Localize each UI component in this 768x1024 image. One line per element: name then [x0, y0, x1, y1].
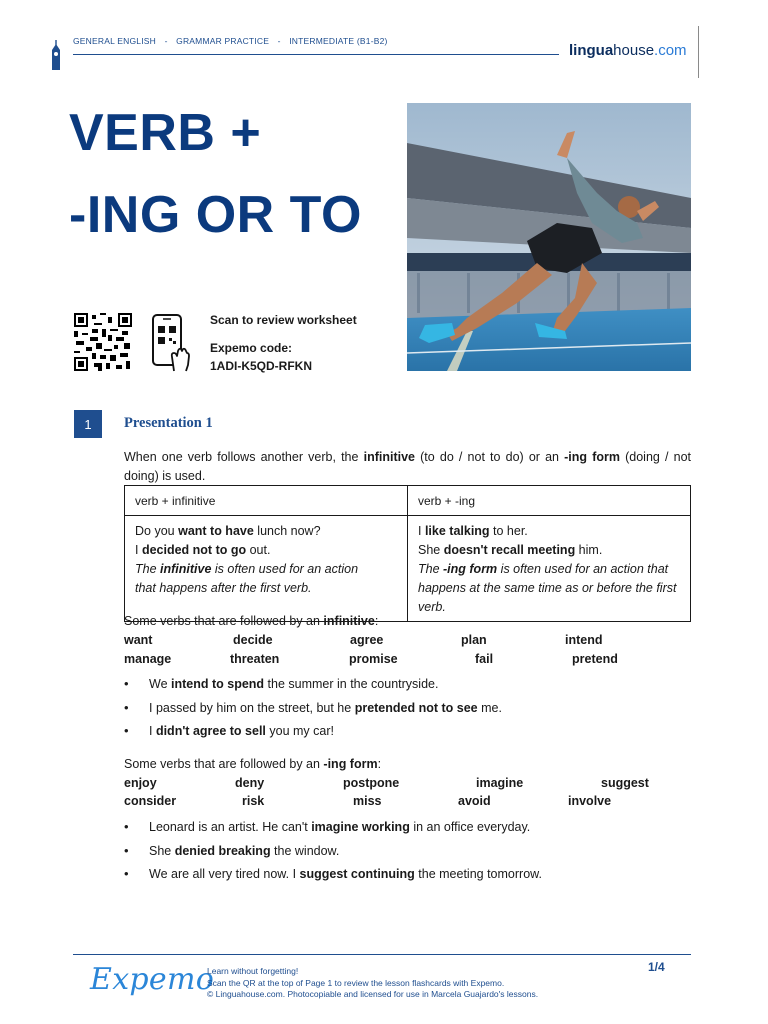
table-note	[418, 579, 680, 617]
verb-word: manage	[124, 652, 172, 666]
logo-part-domain: .com	[654, 42, 687, 59]
qr-code-icon[interactable]	[73, 313, 133, 371]
table-line	[135, 522, 397, 541]
text: is often used for an action	[211, 562, 359, 576]
text: I	[135, 543, 142, 557]
infinitive-examples	[124, 675, 691, 746]
list-item	[124, 722, 691, 746]
text: We	[149, 677, 171, 691]
verb-word: threaten	[230, 652, 280, 666]
text: Leonard is an artist. He can't	[149, 820, 312, 834]
text: in an office everyday.	[409, 820, 531, 834]
verb-word: decide	[233, 633, 273, 647]
header-divider	[73, 54, 559, 55]
breadcrumb-item[interactable]: GRAMMAR PRACTICE	[176, 36, 270, 46]
bold-text: denied breaking	[174, 843, 271, 858]
table-line	[418, 541, 680, 560]
section-title: Presentation 1	[124, 415, 213, 431]
footer-divider	[73, 954, 691, 955]
table-note	[418, 560, 680, 579]
breadcrumb	[73, 36, 394, 46]
bold-text: imagine working	[311, 820, 410, 834]
section-number-badge: 1	[74, 410, 102, 438]
text: the window.	[270, 843, 340, 858]
text: Some verbs that are followed by an	[124, 614, 324, 628]
infinitive-verbs-row-1	[124, 633, 691, 651]
ing-lead	[124, 757, 381, 771]
linguahouse-logo[interactable]	[569, 42, 687, 59]
text: (to do / not to do) or an	[415, 450, 565, 464]
bold-text: -ing form	[564, 450, 620, 464]
table-note	[135, 579, 397, 598]
list-item	[124, 818, 691, 842]
text: She	[149, 843, 175, 858]
text: :	[374, 614, 379, 628]
verb-word: postpone	[343, 776, 400, 790]
infinitive-verbs-row-2	[124, 652, 691, 670]
bold-text: like talking	[424, 524, 490, 538]
header-vertical-rule	[698, 26, 699, 78]
verb-word: agree	[350, 633, 384, 647]
verb-word: want	[124, 633, 153, 647]
page-number: 1/4	[648, 960, 665, 974]
verb-word: deny	[235, 776, 265, 790]
expemo-logo[interactable]: Expemo	[90, 962, 215, 997]
footer-line: Learn without forgetting!	[207, 966, 299, 976]
text: the summer in the countryside.	[264, 677, 439, 691]
table-header-ing: verb + -ing	[408, 486, 691, 516]
phone-scan-icon	[150, 313, 192, 373]
list-item	[124, 675, 691, 699]
intro-paragraph	[124, 448, 691, 485]
verb-word: imagine	[476, 776, 524, 790]
text: that happens after the first verb.	[135, 581, 312, 595]
verb-word: avoid	[458, 794, 491, 808]
bold-text: pretended not to see	[354, 700, 478, 715]
text: She	[418, 543, 444, 557]
verb-word: consider	[124, 794, 177, 808]
verb-word: intend	[565, 633, 603, 647]
title-line-1: VERB +	[69, 104, 262, 162]
bold-text: infinitive	[323, 614, 375, 628]
table-note	[135, 560, 397, 579]
expemo-code: 1ADI-K5QD-RFKN	[210, 359, 312, 373]
text: The	[418, 562, 444, 576]
table-cell-ing	[408, 516, 691, 622]
text: is often used for an action that	[497, 562, 669, 576]
comparison-table	[124, 485, 691, 622]
title-line-2: -ING OR TO	[69, 186, 362, 244]
ing-examples	[124, 818, 691, 889]
breadcrumb-item[interactable]: INTERMEDIATE (B1-B2)	[289, 36, 388, 46]
bold-text: didn't agree to sell	[155, 724, 266, 738]
logo-part-bold: lingua	[569, 42, 614, 59]
expemo-code-label: Expemo code:	[210, 341, 293, 355]
text: Some verbs that are followed by an	[124, 757, 324, 771]
list-item	[124, 699, 691, 723]
bold-text: -ing form	[443, 562, 498, 576]
table-header-infinitive: verb + infinitive	[125, 486, 408, 516]
footer-text	[207, 966, 538, 1001]
verb-word: risk	[242, 794, 265, 808]
scan-label: Scan to review worksheet	[210, 313, 357, 327]
verb-word: involve	[568, 794, 612, 808]
verb-word: fail	[475, 652, 494, 666]
list-item	[124, 842, 691, 866]
text: him.	[575, 543, 603, 557]
verb-word: miss	[353, 794, 382, 808]
verb-word: suggest	[601, 776, 649, 790]
breadcrumb-item[interactable]: GENERAL ENGLISH	[73, 36, 156, 46]
footer-line: Scan the QR at the top of Page 1 to review the lesson flashcards with Expemo.	[207, 977, 505, 988]
ing-verbs-row-1	[124, 776, 691, 794]
big-ben-icon	[50, 40, 62, 70]
text: :	[377, 757, 382, 771]
text: We are all very tired now. I	[149, 867, 300, 881]
sprinter-photo	[407, 103, 691, 371]
bold-text: suggest continuing	[299, 867, 415, 881]
text: happens at the same time as or before the first verb.	[418, 581, 677, 614]
bold-text: want to have	[178, 524, 254, 538]
table-line	[418, 522, 680, 541]
verb-word: promise	[349, 652, 398, 666]
table-line	[135, 541, 397, 560]
text: I passed by him on the street, but he	[149, 700, 355, 715]
footer-line: © Linguahouse.com. Photocopiable and licensed for use in Marcela Guajardo's lessons.	[207, 989, 539, 999]
text: lunch now?	[253, 524, 321, 538]
verb-word: enjoy	[124, 776, 157, 790]
breadcrumb-separator: -	[277, 36, 281, 46]
text: the meeting tomorrow.	[414, 867, 542, 881]
text: I	[418, 524, 425, 538]
scan-info	[210, 311, 357, 375]
bold-text: doesn't recall meeting	[443, 543, 576, 557]
verb-word: pretend	[572, 652, 618, 666]
bold-text: infinitive	[363, 450, 415, 464]
bold-text: infinitive	[160, 562, 212, 576]
bold-text: -ing form	[323, 757, 378, 771]
text: to her.	[489, 524, 528, 538]
list-item	[124, 865, 691, 889]
text: The	[135, 562, 161, 576]
logo-part-thin: house	[613, 42, 655, 59]
table-cell-infinitive	[125, 516, 408, 622]
page-title	[69, 92, 399, 256]
bold-text: intend to spend	[171, 677, 265, 691]
ing-verbs-row-2	[124, 794, 691, 812]
text: me.	[477, 700, 502, 715]
verb-word: plan	[461, 633, 487, 647]
text: When one verb follows another verb, the	[124, 450, 364, 464]
breadcrumb-separator: -	[164, 36, 168, 46]
infinitive-lead	[124, 614, 378, 628]
text: Do you	[135, 524, 179, 538]
text: out.	[246, 543, 271, 557]
text: (doing / not doing) is used.	[124, 450, 691, 483]
text: you my car!	[265, 724, 334, 738]
bold-text: decided not to go	[141, 543, 247, 557]
text: I	[149, 724, 156, 738]
